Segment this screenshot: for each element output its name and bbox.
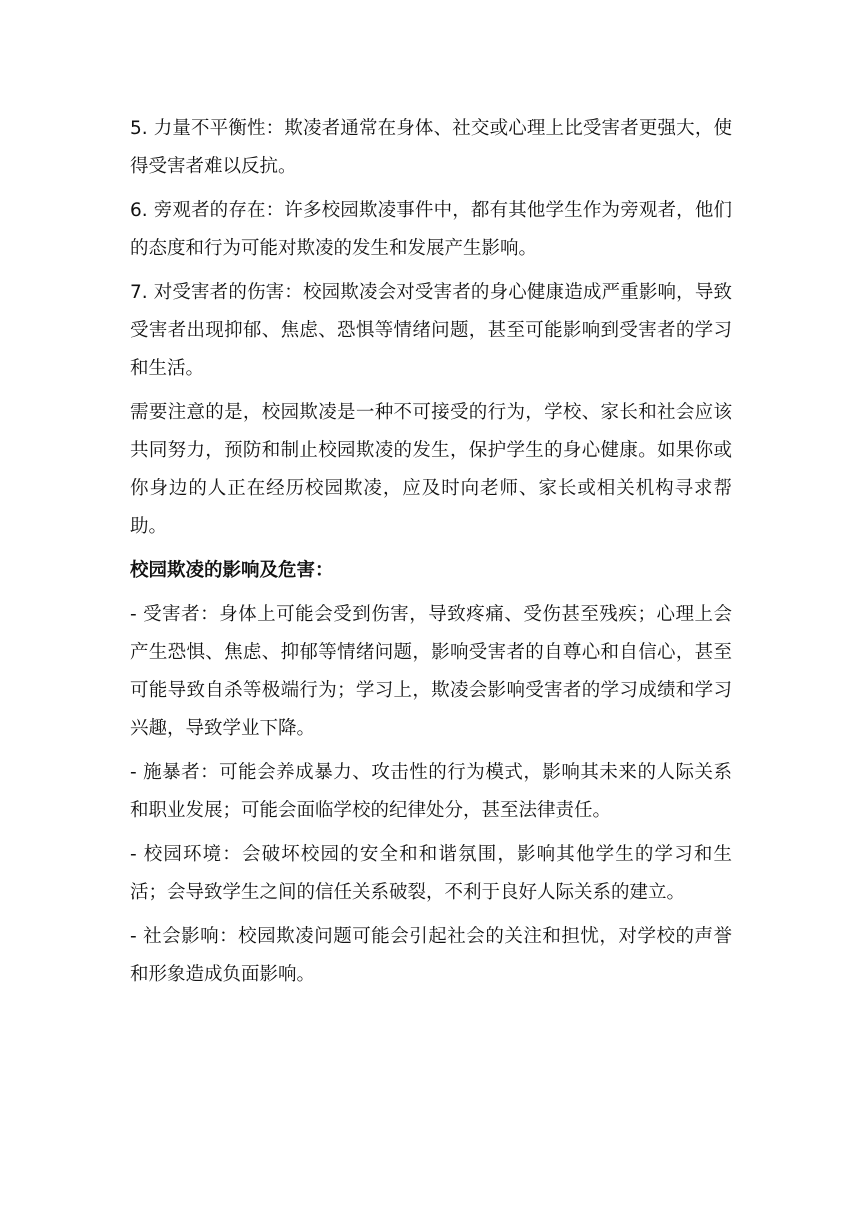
paragraph-victim: - 受害者：身体上可能会受到伤害，导致疼痛、受伤甚至残疾；心理上会产生恐惧、焦虑、抑郁等情绪问题，影响受害者的自尊心和自信心，甚至可能导致自杀等极端行为；学习上，欺凌会影响受害者的学习成绩和学习兴趣，导致学业下降。 <box>130 604 732 739</box>
paragraph-item-5: 5. 力量不平衡性：欺凌者通常在身体、社交或心理上比受害者更强大，使得受害者难以反抗。 <box>130 118 732 177</box>
paragraph-campus: - 校园环境：会破坏校园的安全和和谐氛围，影响其他学生的学习和生活；会导致学生之间的信任关系破裂，不利于良好人际关系的建立。 <box>130 844 732 903</box>
paragraph-note: 需要注意的是，校园欺凌是一种不可接受的行为，学校、家长和社会应该共同努力，预防和制止校园欺凌的发生，保护学生的身心健康。如果你或你身边的人正在经历校园欺凌，应及时向老师、家长或相关机构寻求帮助。 <box>130 402 732 537</box>
section-heading: 校园欺凌的影响及危害： <box>130 560 334 581</box>
document-body <box>130 110 732 1000</box>
paragraph-item-7: 7. 对受害者的伤害：校园欺凌会对受害者的身心健康造成严重影响，导致受害者出现抑郁、焦虑、恐惧等情绪问题，甚至可能影响到受害者的学习和生活。 <box>130 282 732 379</box>
paragraph-perpetrator: - 施暴者：可能会养成暴力、攻击性的行为模式，影响其未来的人际关系和职业发展；可能会面临学校的纪律处分，甚至法律责任。 <box>130 762 732 821</box>
paragraph-item-6: 6. 旁观者的存在：许多校园欺凌事件中，都有其他学生作为旁观者，他们的态度和行为可能对欺凌的发生和发展产生影响。 <box>130 200 732 259</box>
paragraph-society: - 社会影响：校园欺凌问题可能会引起社会的关注和担忧，对学校的声誉和形象造成负面影响。 <box>130 926 732 985</box>
